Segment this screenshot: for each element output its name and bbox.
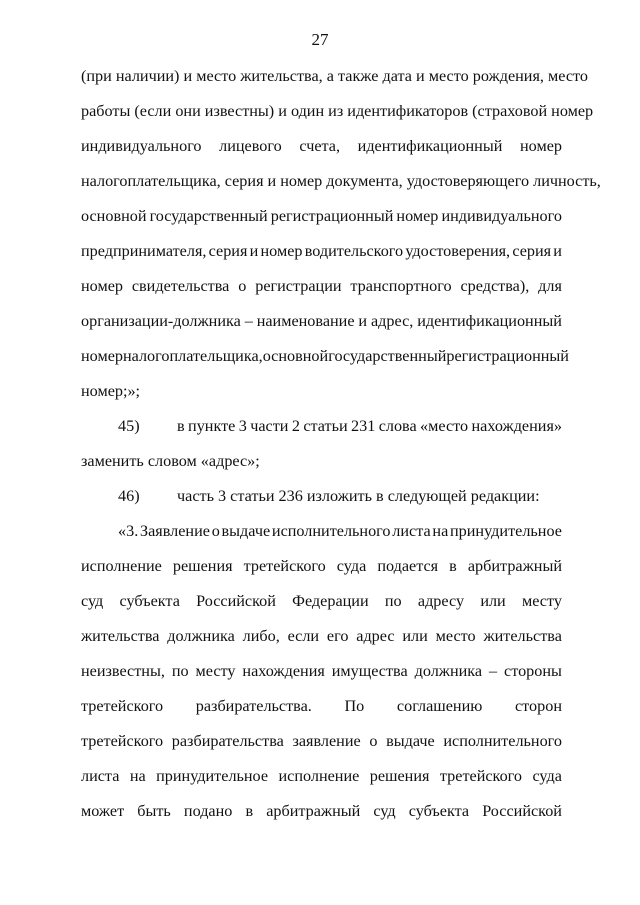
word: основной (81, 207, 147, 225)
word: либо, (242, 627, 280, 645)
word: пункте (188, 417, 236, 435)
word: индивидуального (81, 137, 202, 155)
word: и (358, 312, 368, 330)
word: на (129, 767, 146, 785)
word: в (449, 557, 457, 575)
word: соглашению (396, 697, 483, 715)
word: слова (378, 417, 417, 435)
word: – (244, 312, 253, 330)
word: Заявление (139, 522, 210, 540)
word: идентификационный (357, 137, 503, 155)
word: неизвестны, (81, 662, 165, 680)
text-line: налогоплательщика, серия и номер документа, удостоверяющего личность, (81, 172, 601, 190)
word: по (384, 592, 402, 610)
word: – (489, 662, 498, 680)
word: по (171, 662, 189, 680)
word: номер (81, 347, 123, 365)
word: регистрационный (446, 347, 569, 365)
item-number: 46) (118, 487, 140, 505)
word: номер (260, 242, 303, 260)
word: регистрации (255, 277, 342, 295)
word: нахождения (242, 662, 325, 680)
word: жительства (483, 627, 562, 645)
word: принудительное (156, 767, 269, 785)
word: на (432, 522, 449, 540)
word: арбитражный (467, 557, 562, 575)
word: и (553, 242, 562, 260)
word: нахождения» (471, 417, 562, 435)
word: идентификационный (417, 312, 562, 330)
word: Российской (482, 802, 562, 820)
quote-line (81, 626, 562, 646)
text-line: (при наличии) и место жительства, а также дата и место рождения, место (81, 67, 588, 85)
word: если (287, 627, 320, 645)
word: или (480, 592, 506, 610)
word: может (81, 802, 125, 820)
word: разбирательства (171, 732, 284, 750)
word: серия (512, 242, 552, 260)
word: быть (137, 802, 171, 820)
word: организации-должника (81, 312, 241, 330)
word: предпринимателя, (81, 242, 207, 260)
word: подается (377, 557, 439, 575)
item-text (177, 416, 562, 436)
text-line (81, 276, 562, 296)
text-line: номер;»; (81, 382, 141, 400)
text-line (81, 136, 562, 156)
word: Российской (196, 592, 276, 610)
word: наименование (256, 312, 355, 330)
quote-line (81, 731, 562, 751)
word: в (245, 802, 254, 820)
word: основной (262, 347, 329, 365)
item-continuation: заменить словом «адрес»; (81, 452, 260, 470)
word: номер (396, 207, 439, 225)
word: третейского (439, 767, 523, 785)
quote-line (118, 521, 562, 541)
word: третейского (81, 732, 164, 750)
word: сторон (515, 697, 562, 715)
word: государственный (149, 207, 268, 225)
word: водительского (304, 242, 404, 260)
word: адрес (356, 627, 395, 645)
word: исполнение (81, 557, 162, 575)
word: По (344, 697, 365, 715)
word: о (238, 277, 247, 295)
quote-line (81, 801, 562, 821)
word: имущества (331, 662, 408, 680)
word: решения (172, 557, 233, 575)
text-line (81, 241, 562, 261)
word: решения (369, 767, 430, 785)
word: или (402, 627, 428, 645)
word: должника (167, 627, 235, 645)
word: заявление (292, 732, 361, 750)
page-number: 27 (311, 30, 329, 49)
word: о (211, 522, 220, 540)
word: статьи (303, 417, 348, 435)
word: транспортного (350, 277, 452, 295)
word: суда (532, 767, 562, 785)
item-number: 45) (118, 417, 140, 435)
word: счета, (299, 137, 341, 155)
word: о (369, 732, 378, 750)
word: субъекта (119, 592, 180, 610)
quote-line (81, 591, 562, 611)
word: исполнительного (443, 732, 562, 750)
word: адрес, (370, 312, 414, 330)
word: суда (336, 557, 367, 575)
word: третейского (81, 697, 164, 715)
word: листа (392, 522, 431, 540)
word: принудительное (450, 522, 562, 540)
word: суд (373, 802, 396, 820)
word: «3. (118, 522, 139, 540)
word: «место (420, 417, 469, 435)
word: стороны (504, 662, 562, 680)
quote-line (81, 556, 562, 576)
text-line (81, 206, 562, 226)
quote-line (81, 766, 562, 786)
quote-line (81, 696, 562, 716)
word: разбирательства. (195, 697, 312, 715)
word: место (435, 627, 476, 645)
word: для (538, 277, 562, 295)
word: налогоплательщика, (122, 347, 263, 365)
word: должника (414, 662, 483, 680)
word: и (249, 242, 259, 260)
word: 2 (291, 417, 300, 435)
word: третейского (243, 557, 326, 575)
word: средства), (460, 277, 530, 295)
word: номер (81, 277, 123, 295)
word: серия (208, 242, 248, 260)
word: 231 (351, 417, 376, 435)
word: Федерации (292, 592, 369, 610)
word: месту (521, 592, 562, 610)
item-text: часть 3 статьи 236 изложить в следующей редакции: (177, 487, 540, 505)
word: месту (195, 662, 236, 680)
word: субъекта (408, 802, 470, 820)
word: выдаче (386, 732, 435, 750)
text-line (81, 311, 562, 331)
word: свидетельства (131, 277, 230, 295)
word: листа (81, 767, 120, 785)
text-line: работы (если они известны) и один из идентификаторов (страховой номер (81, 102, 594, 120)
word: его (326, 627, 349, 645)
word: подано (183, 802, 233, 820)
word: удостоверения, (405, 242, 511, 260)
word: регистрационный (270, 207, 394, 225)
word: в (177, 417, 185, 435)
word: индивидуального (441, 207, 562, 225)
word: суд (81, 592, 104, 610)
word: 3 (238, 417, 247, 435)
word: номер (520, 137, 562, 155)
word: выдаче (221, 522, 271, 540)
text-line (81, 346, 569, 366)
word: исполнительного (271, 522, 391, 540)
quote-line (81, 661, 562, 681)
word: адресу (417, 592, 465, 610)
word: жительства (81, 627, 160, 645)
word: арбитражный (266, 802, 361, 820)
word: лицевого (219, 137, 282, 155)
word: исполнение (278, 767, 360, 785)
word: государственный (328, 347, 447, 365)
word: части (250, 417, 289, 435)
